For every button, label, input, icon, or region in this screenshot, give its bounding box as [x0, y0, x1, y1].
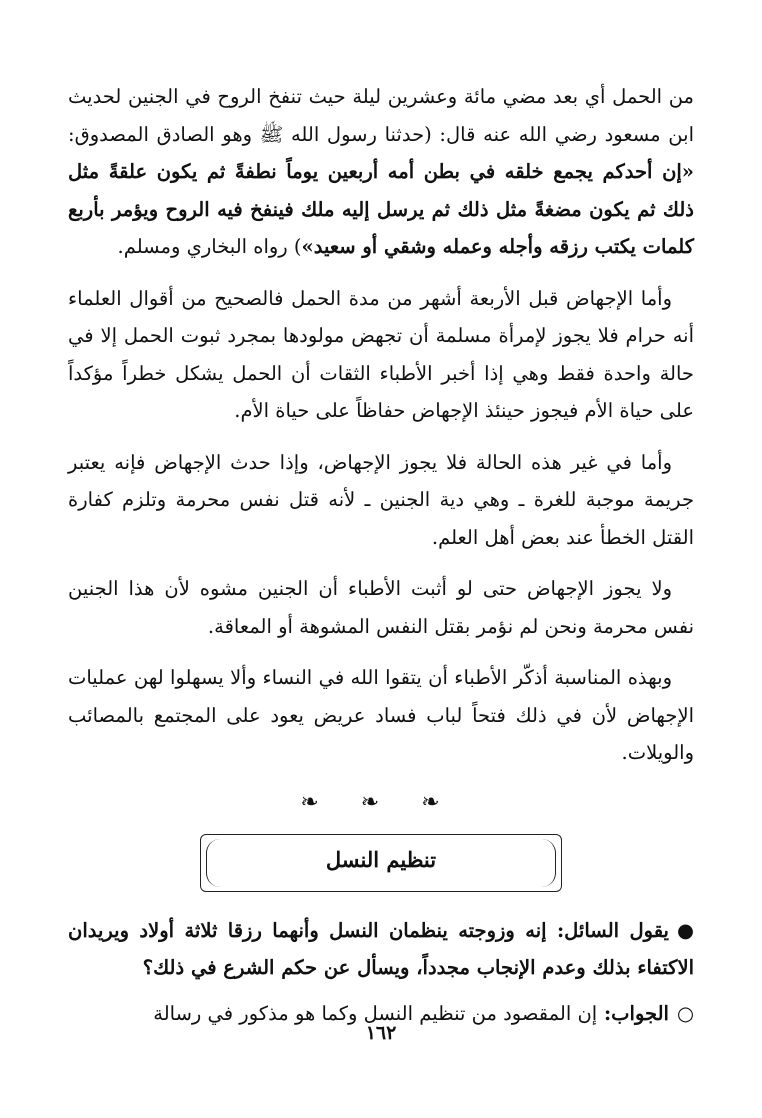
paragraph-hadith	[68, 78, 694, 266]
paragraph-abortion-before-four-months: وأما الإجهاض قبل الأربعة أشهر من مدة الحمل فالصحيح من أقوال العلماء أنه حرام فلا يجوز لإمرأة مسلمة أن تجهض مولودها بمجرد ثبوت الحمل إلا في حالة واحدة فقط وهي إذا أخبر الأطباء الثقات أن الحمل يشكل خطراً مؤكداً على حياة الأم فيجوز حينئذ الإجهاض حفاظاً على حياة الأم.	[68, 286, 694, 422]
paragraph-abortion-other-cases: وأما في غير هذه الحالة فلا يجوز الإجهاض، وإذا حدث الإجهاض فإنه يعتبر جريمة موجبة للغرة ـ وهي دية الجنين ـ لأنه قتل نفس محرمة وتلزم كفارة القتل الخطأ عند بعض أهل العلم.	[68, 450, 694, 549]
hadith-source-text: ) رواه البخاري ومسلم.	[117, 235, 302, 258]
section-ornament	[68, 790, 694, 820]
question-paragraph	[68, 912, 694, 987]
question-label: يقول السائل:	[546, 918, 669, 942]
ornament-glyph-icon: ❧	[360, 789, 402, 815]
question-text: إنه وزوجته ينظمان النسل وأنهما رزقا ثلاثة أولاد ويريدان الاكتفاء بذلك وعدم الإنجاب مجدداً، ويسأل عن حكم الشرع في ذلك؟	[68, 918, 694, 979]
hadith-intro-text: من الحمل أي بعد مضي مائة وعشرين ليلة حيث تنفخ الروح في الجنين لحديث ابن مسعود رضي الله عنه قال: (حدثنا رسول الله ﷺ وهو الصادق المصدوق:	[68, 85, 694, 146]
page-body	[68, 78, 694, 1078]
answer-label: الجواب:	[597, 1001, 669, 1025]
answer-text: إن المقصود من تنظيم النسل وكما هو مذكور في رسالة	[153, 1001, 598, 1025]
section-title: تنظيم النسل	[325, 846, 437, 872]
page-number: ١٦٢	[365, 1022, 397, 1044]
hadith-quote-text: «إن أحدكم يجمع خلقه في بطن أمه أربعين يوماً نطفةً ثم يكون علقةً مثل ذلك ثم يكون مضغةً مثل ذلك ثم يرسل إليه ملك فينفخ فيه الروح ويؤمر بأربع كلمات يكتب رزقه وأجله وعمله وشقي أو سعيد»	[68, 160, 694, 258]
paragraph-deformed-fetus: ولا يجوز الإجهاض حتى لو أثبت الأطباء أن الجنين مشوه لأن هذا الجنين نفس محرمة ونحن لم نؤمر بقتل النفس المشوهة أو المعاقة.	[68, 577, 694, 638]
hollow-bullet-icon: ○	[676, 1001, 694, 1025]
filled-bullet-icon: ●	[677, 918, 695, 942]
ornament-glyph-icon: ❧	[421, 789, 462, 815]
paragraph-advice-to-doctors: وبهذه المناسبة أذكّر الأطباء أن يتقوا الله في النساء وألا يسهلوا لهن عمليات الإجهاض لأن في ذلك فتحاً لباب فساد عريض يعود على المجتمع بالمصائب والويلات.	[68, 666, 694, 764]
section-title-frame	[200, 834, 562, 892]
ornament-glyph-icon: ❧	[300, 789, 341, 815]
